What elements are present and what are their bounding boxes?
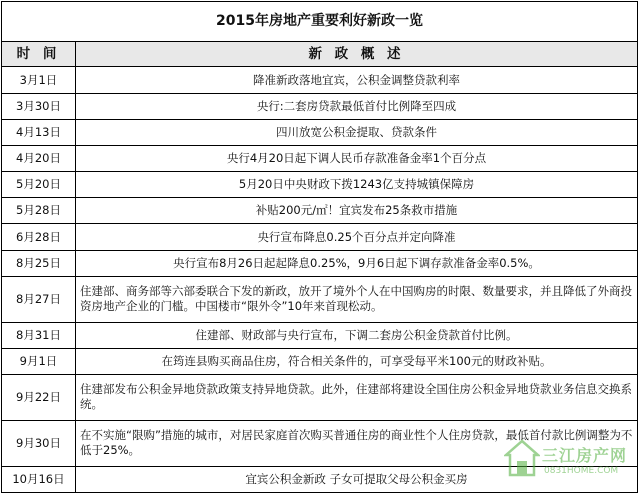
row-desc: 四川放宽公积金提取、贷款条件 bbox=[76, 119, 638, 145]
table-row bbox=[2, 420, 638, 466]
row-desc: 央行4月20日起下调人民币存款准备金率1个百分点 bbox=[76, 145, 638, 171]
row-date: 3月30日 bbox=[2, 93, 76, 119]
row-desc: 住建部、商务部等六部委联合下发的新政，放开了境外个人在中国购房的时限、数量要求，并且降低了外商投资房地产企业的门槛。中国楼市“限外令”10年来首现松动。 bbox=[76, 276, 638, 322]
table-row bbox=[2, 348, 638, 374]
table-row bbox=[2, 172, 638, 198]
table-row bbox=[2, 276, 638, 322]
row-desc: 央行宣布降息0.25个百分点并定向降准 bbox=[76, 224, 638, 250]
row-date: 9月22日 bbox=[2, 374, 76, 420]
row-desc: 在筠连县购买商品住房，符合相关条件的，可享受每平米100元的财政补贴。 bbox=[76, 348, 638, 374]
row-date: 3月1日 bbox=[2, 67, 76, 93]
table-row bbox=[2, 250, 638, 276]
table-row bbox=[2, 198, 638, 224]
row-desc: 在不实施“限购”措施的城市，对居民家庭首次购买普通住房的商业性个人住房贷款，最低首付款比例调整为不低于25%。 bbox=[76, 420, 638, 466]
row-desc: 5月20日中央财政下拨1243亿支持城镇保障房 bbox=[76, 172, 638, 198]
row-date: 9月30日 bbox=[2, 420, 76, 466]
row-desc: 央行宣布8月26日起起降息0.25%，9月6日起下调存款准备金率0.5%。 bbox=[76, 250, 638, 276]
row-date: 8月31日 bbox=[2, 322, 76, 348]
table-row bbox=[2, 67, 638, 93]
table-row bbox=[2, 145, 638, 171]
row-date: 4月13日 bbox=[2, 119, 76, 145]
table-row bbox=[2, 466, 638, 492]
watermark-sub-text: 0831HOME.COM bbox=[544, 466, 619, 476]
row-date: 10月16日 bbox=[2, 466, 76, 492]
row-date: 5月28日 bbox=[2, 198, 76, 224]
watermark-main-text: 三江房产网 bbox=[542, 446, 628, 465]
row-date: 6月28日 bbox=[2, 224, 76, 250]
table-title: 2015年房地产重要利好新政一览 bbox=[2, 2, 638, 42]
header-desc: 新 政 概 述 bbox=[76, 42, 638, 67]
table-row bbox=[2, 322, 638, 348]
row-desc: 住建部、财政部与央行宣布，下调二套房公积金贷款首付比例。 bbox=[76, 322, 638, 348]
row-date: 5月20日 bbox=[2, 172, 76, 198]
row-desc: 央行:二套房贷款最低首付比例降至四成 bbox=[76, 93, 638, 119]
row-date: 9月1日 bbox=[2, 348, 76, 374]
row-desc: 住建部发布公积金异地贷款政策支持异地贷款。此外，住建部将建设全国住房公积金异地贷款业务信息交换系统。 bbox=[76, 374, 638, 420]
table-row bbox=[2, 119, 638, 145]
header-date: 时 间 bbox=[2, 42, 76, 67]
table-row bbox=[2, 224, 638, 250]
row-desc: 宜宾公积金新政 子女可提取父母公积金买房 bbox=[76, 466, 638, 492]
table-row bbox=[2, 374, 638, 420]
row-date: 4月20日 bbox=[2, 145, 76, 171]
row-desc: 降准新政落地宜宾，公积金调整贷款利率 bbox=[76, 67, 638, 93]
row-date: 8月27日 bbox=[2, 276, 76, 322]
row-desc: 补贴200元/㎡！宜宾发布25条救市措施 bbox=[76, 198, 638, 224]
table-row bbox=[2, 93, 638, 119]
policy-table bbox=[1, 1, 638, 493]
row-date: 8月25日 bbox=[2, 250, 76, 276]
